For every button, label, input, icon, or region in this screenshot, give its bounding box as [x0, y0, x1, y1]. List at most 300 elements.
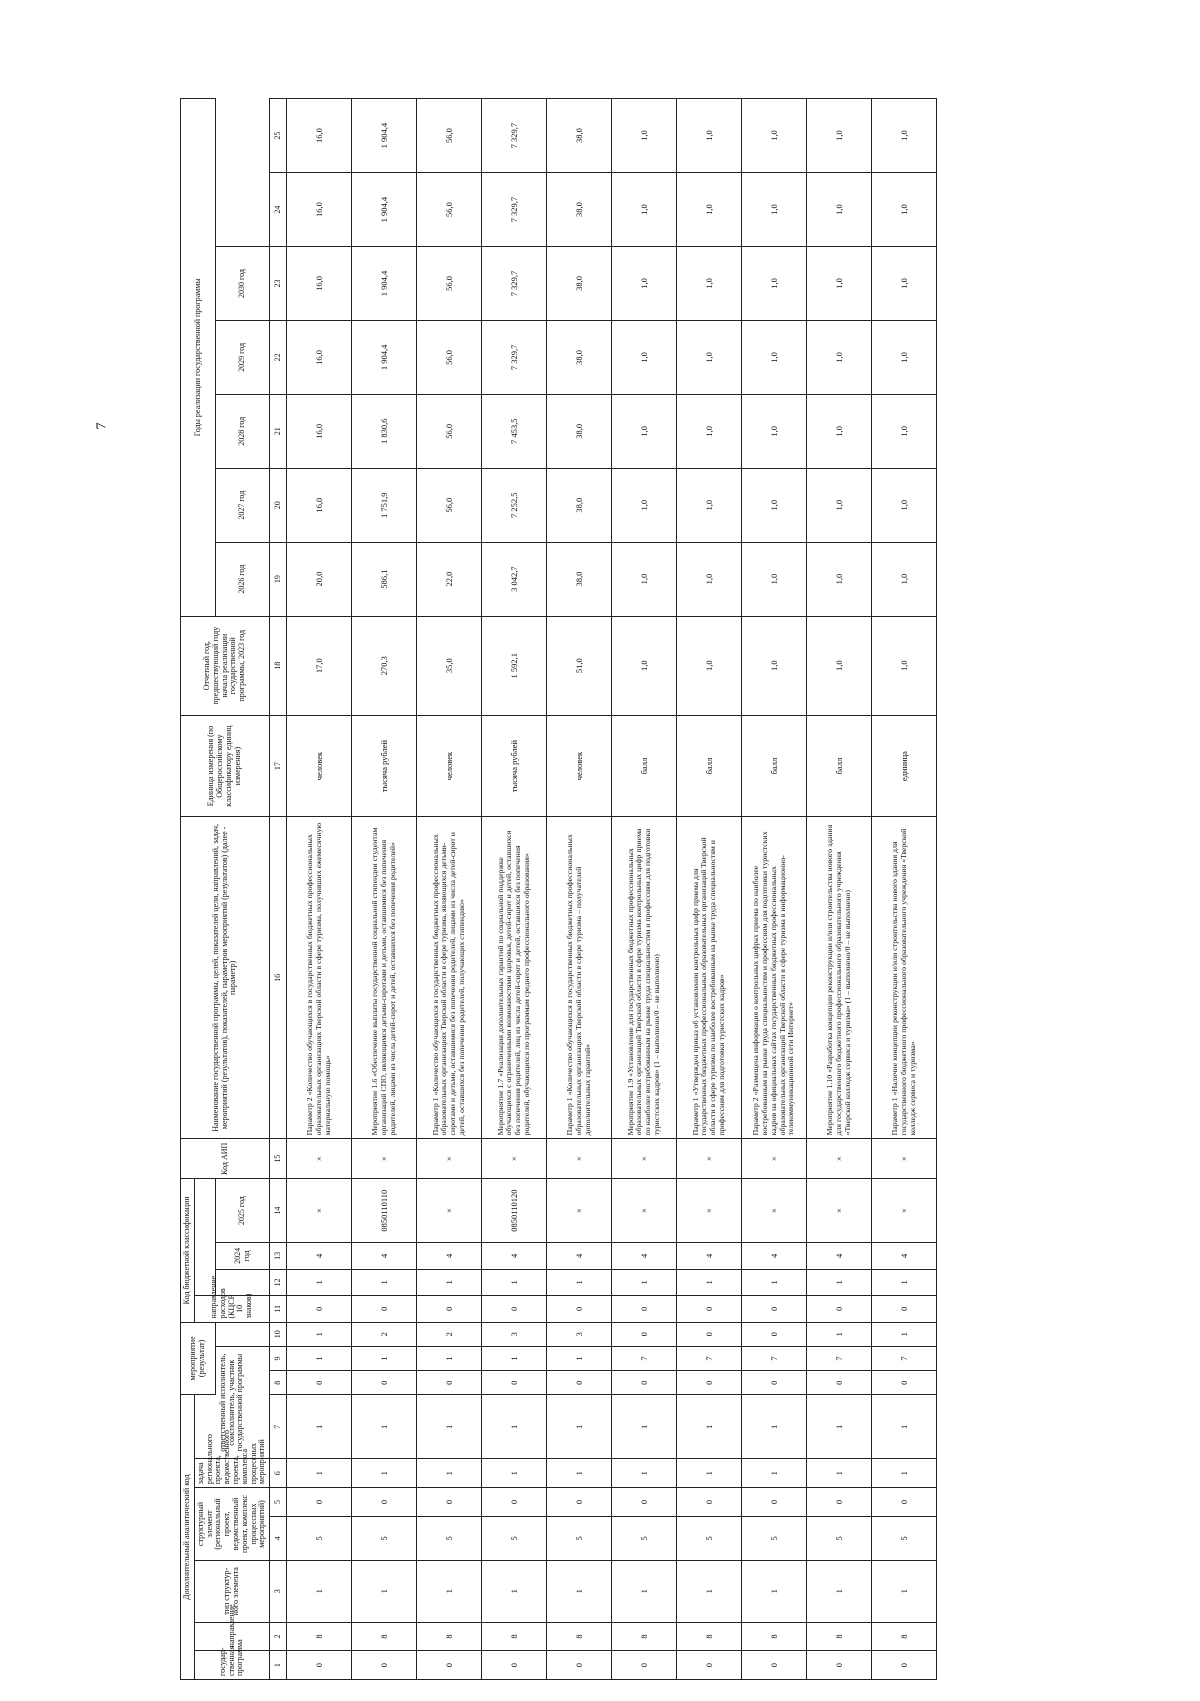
column-number: 11	[270, 1296, 287, 1322]
header-year: 2024 год	[216, 1243, 270, 1269]
year-value: 1,0	[677, 394, 742, 468]
code-cell: 1	[677, 1269, 742, 1295]
code-cell: 1	[287, 1395, 352, 1459]
column-number: 19	[270, 542, 287, 616]
year-value: 1,0	[612, 173, 677, 247]
code-cell: 1	[807, 1395, 872, 1459]
item-name: Мероприятие 1.6 «Обеспечение выплаты государственной социальной стипендии студентам организаций СПО, являющимся детьми-сиротами и детьми, оставшимися без попечения родителей, лицами из числа детей-сирот и детей, оставшихся без попечения родителей»	[352, 817, 417, 1139]
column-number: 16	[270, 817, 287, 1139]
item-name: Мероприятие 1.7 «Реализация дополнительных гарантий по социальной поддержке обучающихся с ограниченными возможностями здоровья, детей-сирот и детей, оставшихся без попечения родителей, лиц из числа детей-сирот и детей, оставшихся без попечения родителей, обучающихся по программам среднего профессионального образования»	[482, 817, 547, 1139]
code-cell: 8	[872, 1622, 937, 1651]
column-number: 24	[270, 173, 287, 247]
base-year-value: 1,0	[742, 616, 807, 715]
code-cell: 8	[417, 1622, 482, 1651]
year-value: 1,0	[807, 394, 872, 468]
code-cell: 2	[352, 1322, 417, 1346]
code-cell: 0	[547, 1651, 612, 1680]
code-cell: 0	[417, 1488, 482, 1517]
program-table	[180, 98, 937, 1680]
code-cell: ×	[612, 1139, 677, 1179]
header-unit: Единица измерения (по Общероссийскому классификатору единиц измерения)	[181, 715, 270, 816]
code-cell: 7	[872, 1346, 937, 1370]
code-cell: 1	[807, 1322, 872, 1346]
code-cell: 1	[352, 1395, 417, 1459]
column-number: 12	[270, 1269, 287, 1295]
column-number: 4	[270, 1516, 287, 1560]
year-value: 56,0	[417, 320, 482, 394]
code-cell: 0	[677, 1371, 742, 1395]
year-value: 16,0	[287, 394, 352, 468]
code-cell: 0	[612, 1651, 677, 1680]
table-row	[417, 99, 482, 1680]
code-cell: 3	[547, 1322, 612, 1346]
code-cell: 4	[482, 1243, 547, 1269]
code-cell: 0	[677, 1651, 742, 1680]
code-cell: 1	[482, 1395, 547, 1459]
header-year: 2025 год	[216, 1179, 270, 1243]
year-value: 38,0	[547, 542, 612, 616]
header-aip-code: Код АИП	[181, 1139, 270, 1179]
year-value: 38,0	[547, 320, 612, 394]
code-cell: ×	[547, 1179, 612, 1243]
code-cell: 1	[417, 1560, 482, 1622]
code-cell: ×	[807, 1139, 872, 1179]
header-year: 2027 год	[216, 468, 270, 542]
code-cell: 0	[612, 1371, 677, 1395]
code-cell: 4	[287, 1243, 352, 1269]
code-cell: 0	[872, 1371, 937, 1395]
header-gov-program: государ-ственная программа	[194, 1651, 269, 1680]
year-value: 22,0	[417, 542, 482, 616]
code-cell: 1	[872, 1459, 937, 1488]
year-value: 1,0	[612, 468, 677, 542]
code-cell: 5	[287, 1516, 352, 1560]
item-name: Параметр 2 «Количество обучающихся в государственных бюджетных профессиональных образовательных организациях Тверской области в сфере туризма, получивших ежемесячную материальную помощь»	[287, 817, 352, 1139]
unit-cell: тысяча рублей	[482, 715, 547, 816]
column-number: 5	[270, 1488, 287, 1517]
base-year-value: 17,0	[287, 616, 352, 715]
unit-cell: человек	[547, 715, 612, 816]
year-value: 7 329,7	[482, 173, 547, 247]
code-cell: 5	[807, 1516, 872, 1560]
header-expense-dir: направление расходов (КЦСР 10 знаков)	[194, 1296, 269, 1322]
column-number: 13	[270, 1243, 287, 1269]
year-value: 7 252,5	[482, 468, 547, 542]
code-cell: 0	[742, 1488, 807, 1517]
code-cell: 1	[417, 1269, 482, 1295]
column-number: 10	[270, 1322, 287, 1346]
code-cell: 1	[742, 1459, 807, 1488]
code-cell: 0	[547, 1371, 612, 1395]
item-name: Параметр 2 «Размещена информация о контрольных цифрах приема по наиболее востребованным на рынке труда специальностям и профессиям для подготовки туристских кадров на официальных сайтах государственных бюджетных профессиональных образовательных организаций Тверской области в сфере туризма в информационно-телекоммуникационной сети Интернет»	[742, 817, 807, 1139]
code-cell: 1	[742, 1560, 807, 1622]
column-number: 6	[270, 1459, 287, 1488]
column-number: 3	[270, 1560, 287, 1622]
code-cell: 1	[612, 1560, 677, 1622]
year-value: 3 042,7	[482, 542, 547, 616]
code-cell: 0	[482, 1488, 547, 1517]
year-value: 1,0	[677, 173, 742, 247]
code-cell: ×	[417, 1179, 482, 1243]
unit-cell: единица	[872, 715, 937, 816]
header-years-group: Годы реализации государственной программы	[181, 99, 216, 617]
code-cell: 1	[287, 1346, 352, 1370]
year-value: 1,0	[807, 320, 872, 394]
header-budget-code: Код бюджетной классификации	[181, 1179, 195, 1322]
code-cell: 0	[352, 1488, 417, 1517]
header-name: Наименование государственной программы, целей, показателей цели, направлений, задач, мероприятий (результатов), показателей, параметров мероприятий (результатов) (далее - параметр)	[181, 817, 270, 1139]
year-value: 1 830,6	[352, 394, 417, 468]
column-number: 20	[270, 468, 287, 542]
code-cell: ×	[807, 1179, 872, 1243]
column-number: 7	[270, 1395, 287, 1459]
year-value: 1,0	[612, 394, 677, 468]
year-value: 1,0	[677, 542, 742, 616]
table-row	[677, 99, 742, 1680]
code-cell: 0850110120	[482, 1179, 547, 1243]
header-task: задача регионального проекта, ведомственного проекта, комплекса процессных мероприятий	[194, 1459, 269, 1488]
unit-cell: балл	[742, 715, 807, 816]
unit-cell: балл	[612, 715, 677, 816]
code-cell: 1	[287, 1560, 352, 1622]
unit-cell: балл	[677, 715, 742, 816]
code-cell: 1	[742, 1269, 807, 1295]
code-cell: 4	[352, 1243, 417, 1269]
header-year: 2029 год	[216, 320, 270, 394]
code-cell: 5	[547, 1516, 612, 1560]
code-cell: 0	[417, 1371, 482, 1395]
header-year: 2028 год	[216, 394, 270, 468]
code-cell: 0	[742, 1322, 807, 1346]
code-cell: 0	[482, 1651, 547, 1680]
code-cell: ×	[287, 1139, 352, 1179]
year-value: 16,0	[287, 320, 352, 394]
code-cell: 0	[872, 1296, 937, 1322]
year-value: 56,0	[417, 247, 482, 321]
code-cell: 1	[547, 1560, 612, 1622]
code-cell: 5	[872, 1516, 937, 1560]
year-value: 1,0	[742, 468, 807, 542]
code-cell: ×	[742, 1139, 807, 1179]
base-year-value: 1,0	[807, 616, 872, 715]
code-cell: 5	[417, 1516, 482, 1560]
code-cell: 0	[742, 1371, 807, 1395]
year-value: 7 329,7	[482, 247, 547, 321]
year-value: 1,0	[612, 542, 677, 616]
year-value: 20,0	[287, 542, 352, 616]
code-cell: 0	[872, 1651, 937, 1680]
code-cell: 0	[612, 1296, 677, 1322]
code-cell: 8	[547, 1622, 612, 1651]
year-value: 38,0	[547, 247, 612, 321]
header-year: 2026 год	[216, 542, 270, 616]
code-cell: 5	[742, 1516, 807, 1560]
code-cell: 0850110110	[352, 1179, 417, 1243]
code-cell: 8	[352, 1622, 417, 1651]
code-cell: ×	[352, 1139, 417, 1179]
code-cell: 1	[482, 1459, 547, 1488]
column-number: 21	[270, 394, 287, 468]
code-cell: 0	[677, 1322, 742, 1346]
code-cell: 1	[547, 1395, 612, 1459]
code-cell: 4	[547, 1243, 612, 1269]
code-cell: 1	[417, 1346, 482, 1370]
base-year-value: 1,0	[677, 616, 742, 715]
table-row	[742, 99, 807, 1680]
code-cell: 1	[352, 1560, 417, 1622]
code-cell: 4	[872, 1243, 937, 1269]
code-cell: 5	[352, 1516, 417, 1560]
code-cell: 0	[352, 1651, 417, 1680]
code-cell: 1	[677, 1459, 742, 1488]
year-value: 7 329,7	[482, 320, 547, 394]
code-cell: 5	[612, 1516, 677, 1560]
year-value: 1,0	[872, 173, 937, 247]
year-value: 1 904,4	[352, 99, 417, 173]
year-value: 7 453,5	[482, 394, 547, 468]
year-value: 56,0	[417, 394, 482, 468]
header-measure: мероприятие (результат)	[181, 1322, 216, 1395]
item-name: Параметр 1 «Наличие концепции реконструкции и/или строительства нового здания для государственного бюджетного профессионального образовательного учреждения «Тверской колледж сервиса и туризма»	[872, 817, 937, 1139]
year-value: 16,0	[287, 173, 352, 247]
table-row	[872, 99, 937, 1680]
year-value: 38,0	[547, 394, 612, 468]
code-cell: 8	[482, 1622, 547, 1651]
header-executor: ответственный исполнитель, соисполнитель, участник государственной программы	[194, 1346, 269, 1459]
year-value: 1,0	[742, 394, 807, 468]
year-value: 1,0	[807, 173, 872, 247]
code-cell: 0	[352, 1371, 417, 1395]
header-direction: направление	[194, 1622, 269, 1651]
year-value: 1 751,9	[352, 468, 417, 542]
code-cell: 0	[742, 1296, 807, 1322]
item-name: Мероприятие 1.9 «Установление для государственных бюджетных профессиональных образовательных организаций Тверской области в сфере туризма контрольных цифр приема по наиболее востребованным на рынке труда специальностям и профессиям для подготовки туристских кадров» (1 – выполнено/0 – не выполнено)	[612, 817, 677, 1139]
code-cell: 1	[352, 1459, 417, 1488]
header-additional-code: Дополнительный аналитический код	[181, 1395, 195, 1680]
code-cell: 1	[872, 1322, 937, 1346]
code-cell: 0	[677, 1488, 742, 1517]
code-cell: 4	[612, 1243, 677, 1269]
year-value: 56,0	[417, 468, 482, 542]
code-cell: 1	[807, 1459, 872, 1488]
year-value: 1,0	[807, 542, 872, 616]
item-name: Параметр 1 «Количество обучающихся в государственных бюджетных профессиональных образовательных организациях Тверской области в сфере туризма, являющихся детьми-сиротами и детьми, оставшимися без попечения родителей, лицами из числа детей-сирот и детей, оставшихся без попечения родителей, получающих стипендию»	[417, 817, 482, 1139]
code-cell: 5	[677, 1516, 742, 1560]
code-cell: ×	[677, 1179, 742, 1243]
code-cell: 8	[287, 1622, 352, 1651]
code-cell: ×	[677, 1139, 742, 1179]
code-cell: ×	[482, 1139, 547, 1179]
table-row	[287, 99, 352, 1680]
column-number: 9	[270, 1346, 287, 1370]
code-cell: 4	[417, 1243, 482, 1269]
code-cell: ×	[872, 1139, 937, 1179]
year-value: 38,0	[547, 173, 612, 247]
code-cell: 1	[872, 1560, 937, 1622]
header-base-year: Отчетный год, предшествующий году начала реализации государственной программы, 2023 год	[181, 616, 270, 715]
code-cell: 0	[287, 1296, 352, 1322]
code-cell: 8	[742, 1622, 807, 1651]
year-value: 1 904,4	[352, 247, 417, 321]
year-value: 56,0	[417, 99, 482, 173]
code-cell: 4	[677, 1243, 742, 1269]
code-cell: 1	[612, 1459, 677, 1488]
code-cell: 4	[807, 1243, 872, 1269]
year-value: 1,0	[807, 468, 872, 542]
year-value: 16,0	[287, 99, 352, 173]
year-value: 1,0	[872, 99, 937, 173]
code-cell: 1	[677, 1560, 742, 1622]
code-cell: 0	[547, 1296, 612, 1322]
code-cell: 8	[612, 1622, 677, 1651]
year-value: 1,0	[742, 320, 807, 394]
table-row	[352, 99, 417, 1680]
year-value: 56,0	[417, 173, 482, 247]
code-cell: 1	[352, 1269, 417, 1295]
code-cell: 3	[482, 1322, 547, 1346]
code-cell: 1	[482, 1560, 547, 1622]
code-cell: 0	[807, 1371, 872, 1395]
code-cell: 1	[482, 1346, 547, 1370]
code-cell: 1	[547, 1269, 612, 1295]
year-value: 1,0	[742, 247, 807, 321]
code-cell: 0	[742, 1651, 807, 1680]
header-year: 2030 год	[216, 247, 270, 321]
table-row	[612, 99, 677, 1680]
code-cell: 0	[547, 1488, 612, 1517]
page-number: 7	[94, 422, 110, 430]
program-table-sheet	[180, 98, 1082, 1680]
header-struct-element: структурный элемент (региональный проект, ведомственный проект, комплекс процессных мероприятий)	[194, 1488, 269, 1561]
code-cell: 1	[417, 1459, 482, 1488]
code-cell: 0	[352, 1296, 417, 1322]
column-number: 2	[270, 1622, 287, 1651]
code-cell: 1	[807, 1560, 872, 1622]
year-value: 1,0	[872, 468, 937, 542]
column-number: 14	[270, 1179, 287, 1243]
base-year-value: 1,0	[612, 616, 677, 715]
year-value: 16,0	[287, 247, 352, 321]
code-cell: ×	[742, 1179, 807, 1243]
year-value: 1,0	[807, 247, 872, 321]
header-struct-type: тип структур-ного элемента	[194, 1560, 269, 1622]
base-year-value: 1,0	[872, 616, 937, 715]
year-value: 1,0	[807, 99, 872, 173]
code-cell: 2	[417, 1322, 482, 1346]
header-row-1	[181, 99, 195, 1680]
unit-cell: балл	[807, 715, 872, 816]
year-value: 38,0	[547, 99, 612, 173]
code-cell: 0	[417, 1296, 482, 1322]
year-value: 586,1	[352, 542, 417, 616]
year-value: 1,0	[872, 247, 937, 321]
base-year-value: 270,3	[352, 616, 417, 715]
column-number: 22	[270, 320, 287, 394]
code-cell: 0	[807, 1488, 872, 1517]
code-cell: 1	[612, 1269, 677, 1295]
code-cell: 1	[482, 1269, 547, 1295]
code-cell: 4	[742, 1243, 807, 1269]
code-cell: 5	[482, 1516, 547, 1560]
base-year-value: 51,0	[547, 616, 612, 715]
table-row	[547, 99, 612, 1680]
year-value: 1,0	[677, 99, 742, 173]
base-year-value: 1 592,1	[482, 616, 547, 715]
year-value: 7 329,7	[482, 99, 547, 173]
code-cell: 0	[872, 1488, 937, 1517]
code-cell: ×	[612, 1179, 677, 1243]
code-cell: 0	[482, 1296, 547, 1322]
code-cell: 1	[612, 1395, 677, 1459]
unit-cell: человек	[417, 715, 482, 816]
code-cell: 8	[677, 1622, 742, 1651]
code-cell: 0	[677, 1296, 742, 1322]
column-number: 25	[270, 99, 287, 173]
code-cell: 7	[807, 1346, 872, 1370]
code-cell: 1	[287, 1459, 352, 1488]
unit-cell: человек	[287, 715, 352, 816]
column-number: 8	[270, 1371, 287, 1395]
table-row	[807, 99, 872, 1680]
code-cell: 0	[417, 1651, 482, 1680]
year-value: 1,0	[742, 173, 807, 247]
item-name: Параметр 1 «Утвержден приказ об установлении контрольных цифр приема для государственных бюджетных профессиональных образовательных организаций Тверской области в сфере туризма по наиболее востребованным на рынке труда специальностям и профессиям для подготовки туристских кадров»	[677, 817, 742, 1139]
code-cell: 1	[872, 1269, 937, 1295]
code-cell: 1	[287, 1269, 352, 1295]
year-value: 1,0	[612, 99, 677, 173]
column-number: 15	[270, 1139, 287, 1179]
table-row	[482, 99, 547, 1680]
year-value: 16,0	[287, 468, 352, 542]
code-cell: 7	[612, 1346, 677, 1370]
code-cell: 1	[742, 1395, 807, 1459]
code-cell: 1	[352, 1346, 417, 1370]
column-number-row	[270, 99, 287, 1680]
code-cell: 1	[872, 1395, 937, 1459]
code-cell: 0	[612, 1322, 677, 1346]
code-cell: ×	[417, 1139, 482, 1179]
code-cell: 0	[807, 1651, 872, 1680]
code-cell: 1	[417, 1395, 482, 1459]
code-cell: 0	[287, 1371, 352, 1395]
column-number: 1	[270, 1651, 287, 1680]
year-value: 1,0	[677, 320, 742, 394]
year-value: 1,0	[742, 542, 807, 616]
year-value: 1 904,4	[352, 173, 417, 247]
base-year-value: 35,0	[417, 616, 482, 715]
year-value: 1 904,4	[352, 320, 417, 394]
code-cell: 7	[742, 1346, 807, 1370]
item-name: Параметр 1 «Количество обучающихся в государственных бюджетных профессиональных образовательных организациях Тверской области в сфере туризма – получателей дополнительных гарантий»	[547, 817, 612, 1139]
column-number: 23	[270, 247, 287, 321]
code-cell: 0	[482, 1371, 547, 1395]
code-cell: ×	[287, 1179, 352, 1243]
code-cell: 0	[612, 1488, 677, 1517]
year-value: 1,0	[872, 394, 937, 468]
column-number: 18	[270, 616, 287, 715]
year-value: 38,0	[547, 468, 612, 542]
code-cell: 0	[287, 1651, 352, 1680]
code-cell: ×	[872, 1179, 937, 1243]
code-cell: 7	[677, 1346, 742, 1370]
year-value: 1,0	[612, 247, 677, 321]
year-value: 1,0	[677, 247, 742, 321]
code-cell: 1	[807, 1269, 872, 1295]
code-cell: 0	[287, 1488, 352, 1517]
code-cell: 0	[807, 1296, 872, 1322]
code-cell: 1	[547, 1459, 612, 1488]
unit-cell: тысяча рублей	[352, 715, 417, 816]
